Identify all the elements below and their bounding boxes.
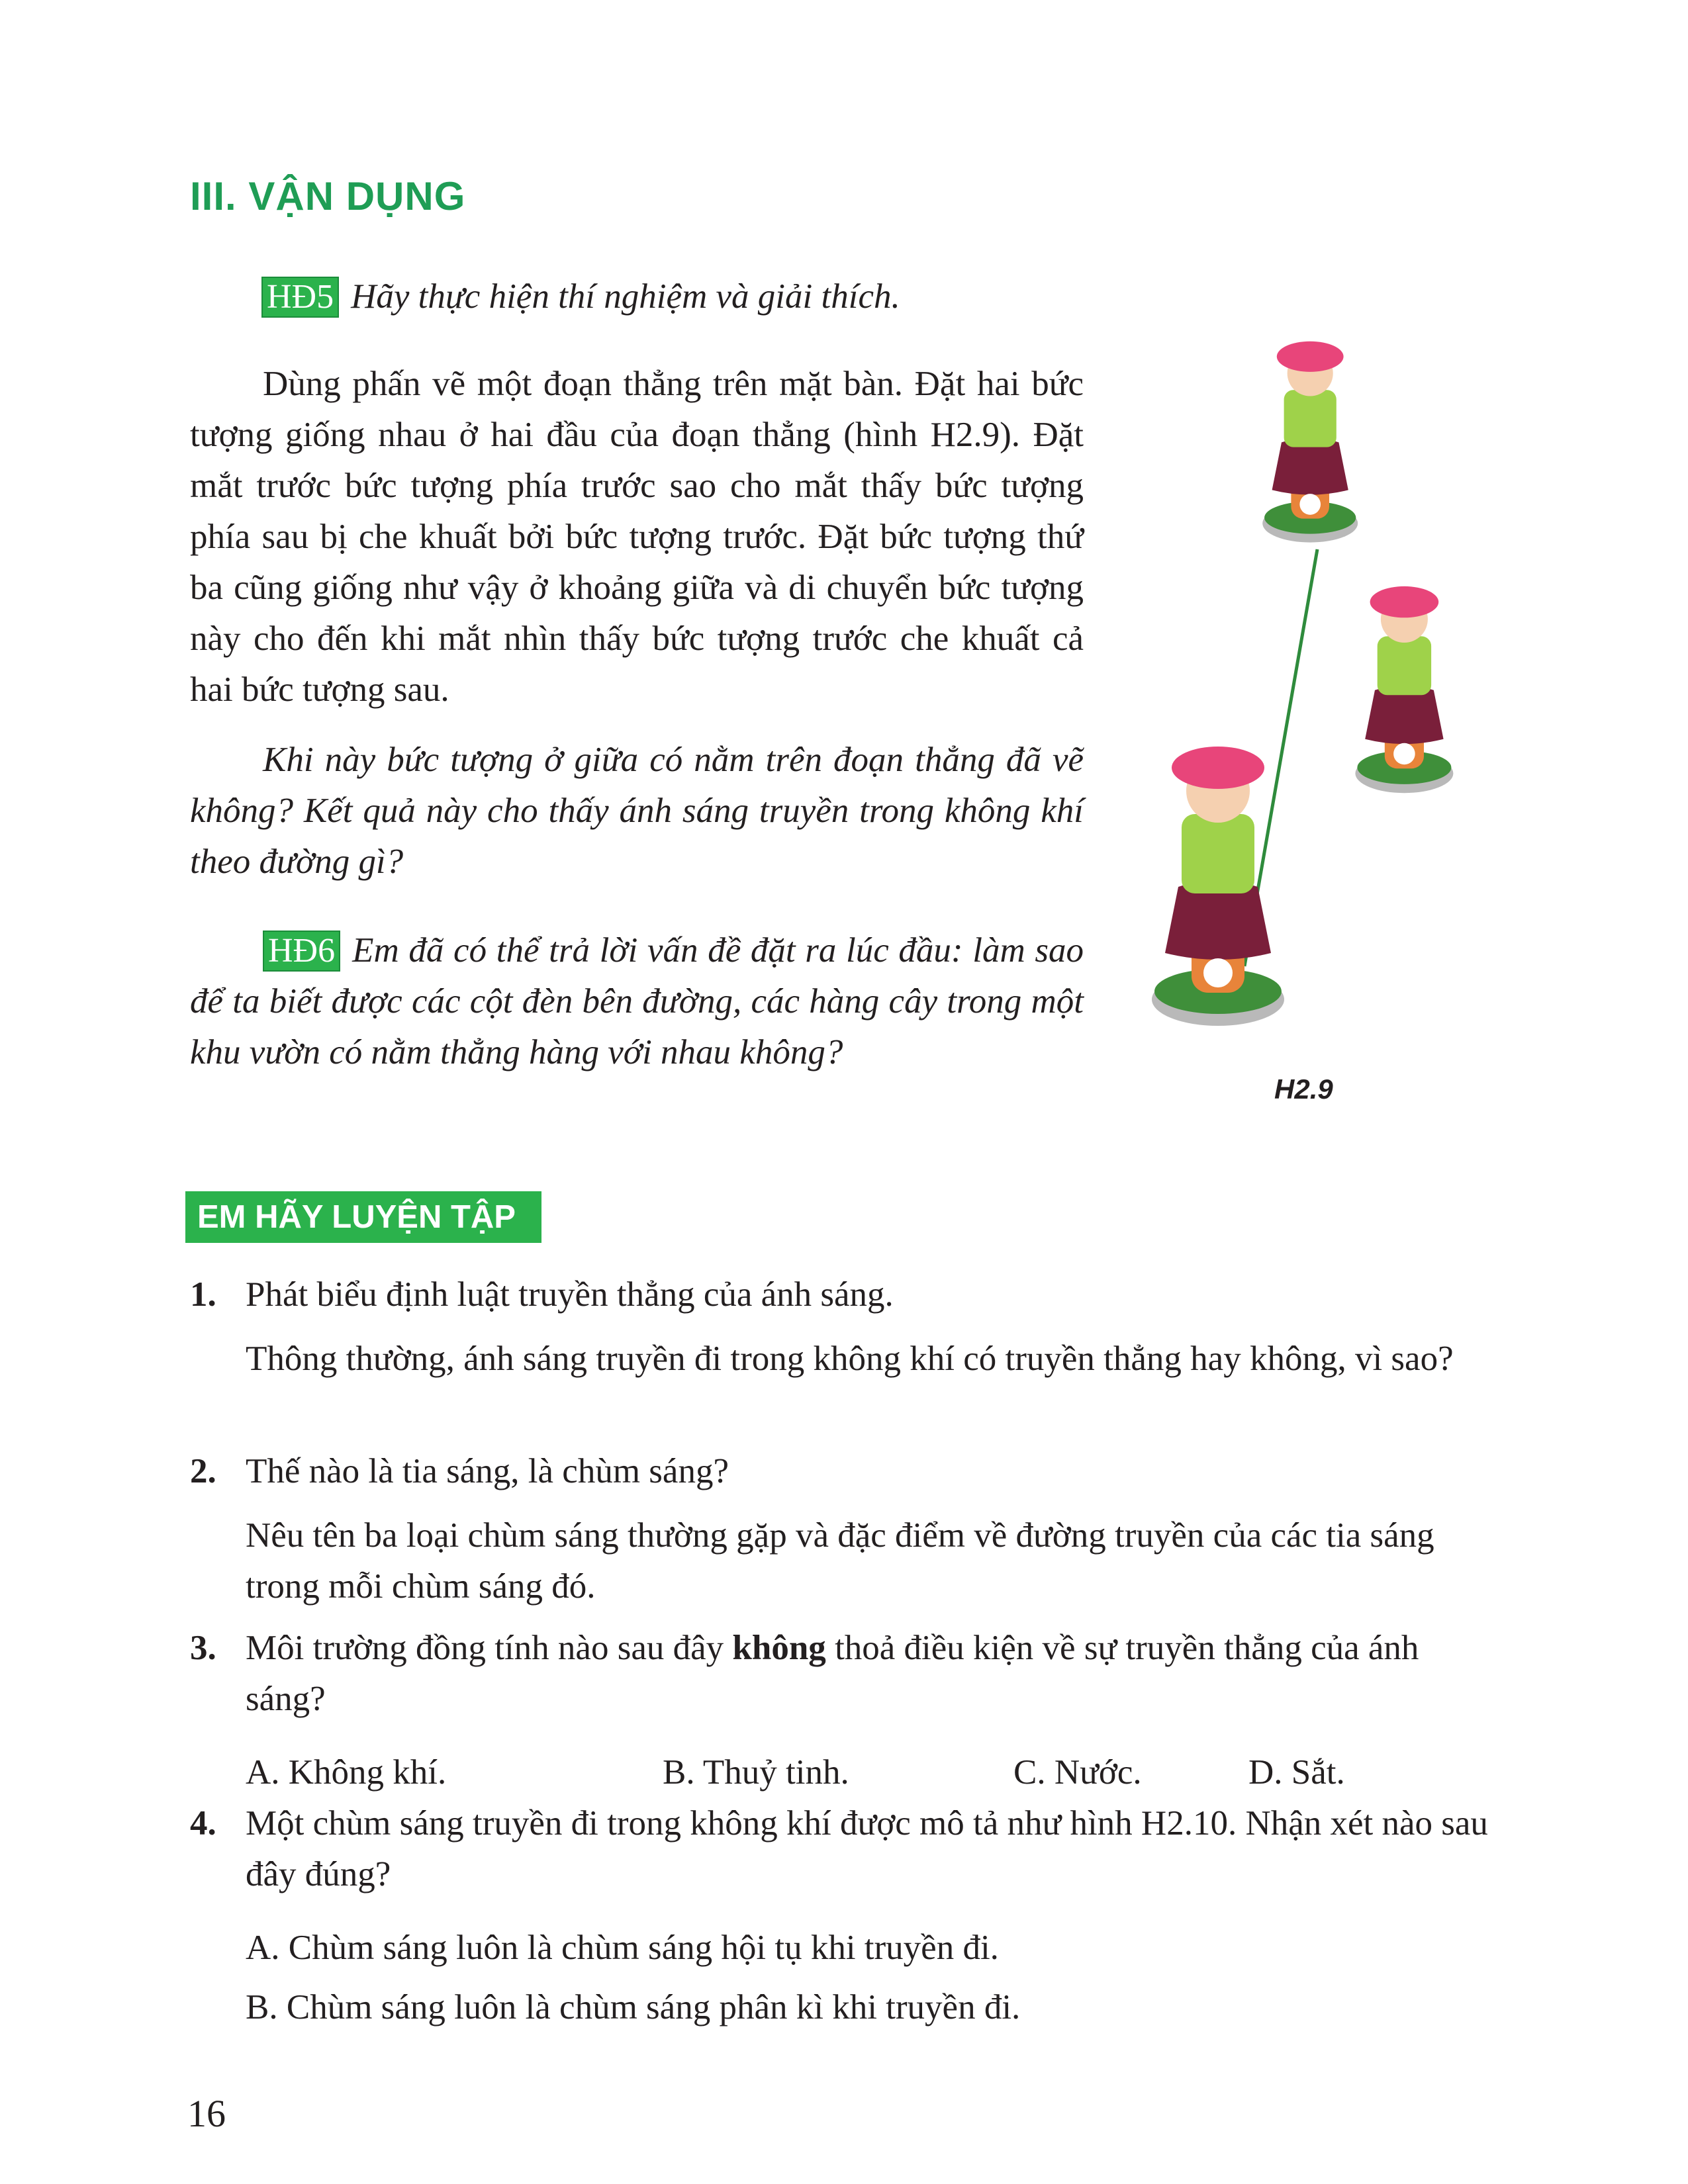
section-heading: III. VẬN DỤNG: [190, 174, 466, 218]
question-line: Thế nào là tia sáng, là chùm sáng?: [246, 1452, 729, 1490]
option-d: D. Sắt.: [1248, 1753, 1345, 1792]
question-line: Nêu tên ba loại chùm sáng thường gặp và đặc điểm về đường truyền của các tia sáng trong mỗi chùm sáng đó.: [246, 1516, 1434, 1606]
question-2: [190, 1446, 1507, 1612]
question-number: 3.: [190, 1629, 216, 1667]
question-text-pre: Môi trường đồng tính nào sau đây: [246, 1629, 733, 1667]
question-emphasis: không: [732, 1629, 826, 1667]
hd5-tag: HĐ5: [261, 277, 339, 318]
question-line: Thông thường, ánh sáng truyền đi trong không khí có truyền thẳng hay không, vì sao?: [246, 1340, 1454, 1378]
option-a: A. Chùm sáng luôn là chùm sáng hội tụ khi truyền đi.: [246, 1929, 999, 1967]
statuette-middle: [1355, 586, 1453, 793]
question-line: [246, 1623, 1507, 1725]
statuette-back: [1262, 341, 1358, 543]
question-number: 1.: [190, 1275, 216, 1314]
option-c: C. Nước.: [1013, 1753, 1142, 1792]
option-b: B. Thuỷ tinh.: [663, 1753, 849, 1792]
hd6-paragraph: [190, 925, 1084, 1078]
question-text-post: thoả điều kiện về sự truyền thẳng của ánh sáng?: [246, 1629, 1419, 1718]
page-number: 16: [187, 2092, 226, 2135]
question-1: [190, 1269, 1507, 1385]
statuettes-figure: [1119, 331, 1516, 1092]
hd5-text: Hãy thực hiện thí nghiệm và giải thích.: [351, 277, 900, 316]
hd6-text: Em đã có thể trả lời vấn đề đặt ra lúc đầu: làm sao để ta biết được các cột đèn bên đường, các hàng cây trong một khu vườn có nằm thẳng hàng với nhau không?: [190, 931, 1084, 1071]
experiment-paragraph: [190, 359, 1084, 715]
question-number: 4.: [190, 1804, 216, 1843]
question-paragraph: [190, 735, 1084, 887]
question-line: Phát biểu định luật truyền thẳng của ánh sáng.: [246, 1275, 894, 1314]
practice-banner: EM HÃY LUYỆN TẬP: [185, 1191, 541, 1243]
figure-label: H2.9: [1274, 1073, 1333, 1105]
statuette-front: [1152, 747, 1284, 1026]
hd5-line: [261, 277, 900, 318]
option-b: B. Chùm sáng luôn là chùm sáng phân kì khi truyền đi.: [246, 1988, 1021, 2026]
experiment-text: Dùng phấn vẽ một đoạn thẳng trên mặt bàn. Đặt hai bức tượng giống nhau ở hai đầu của đoạn thẳng (hình H2.9). Đặt mắt trước bức tượng phía trước sao cho mắt thấy bức tượng phía sau bị che khuất bởi bức tượng trước. Đặt bức tượng thứ ba cũng giống như vậy ở khoảng giữa và di chuyển bức tượng này cho đến khi mắt nhìn thấy bức tượng trước che khuất cả hai bức tượng sau.: [190, 365, 1084, 709]
question-text: Khi này bức tượng ở giữa có nằm trên đoạn thẳng đã vẽ không? Kết quả này cho thấy ánh sáng truyền trong không khí theo đường gì?: [190, 741, 1084, 881]
hd6-tag: HĐ6: [263, 931, 340, 972]
question-3: [190, 1623, 1507, 1725]
question-4: [190, 1798, 1507, 1900]
question-number: 2.: [190, 1452, 216, 1490]
question-line: Một chùm sáng truyền đi trong không khí được mô tả như hình H2.10. Nhận xét nào sau đây đúng?: [246, 1804, 1488, 1893]
option-a: A. Không khí.: [246, 1753, 447, 1792]
